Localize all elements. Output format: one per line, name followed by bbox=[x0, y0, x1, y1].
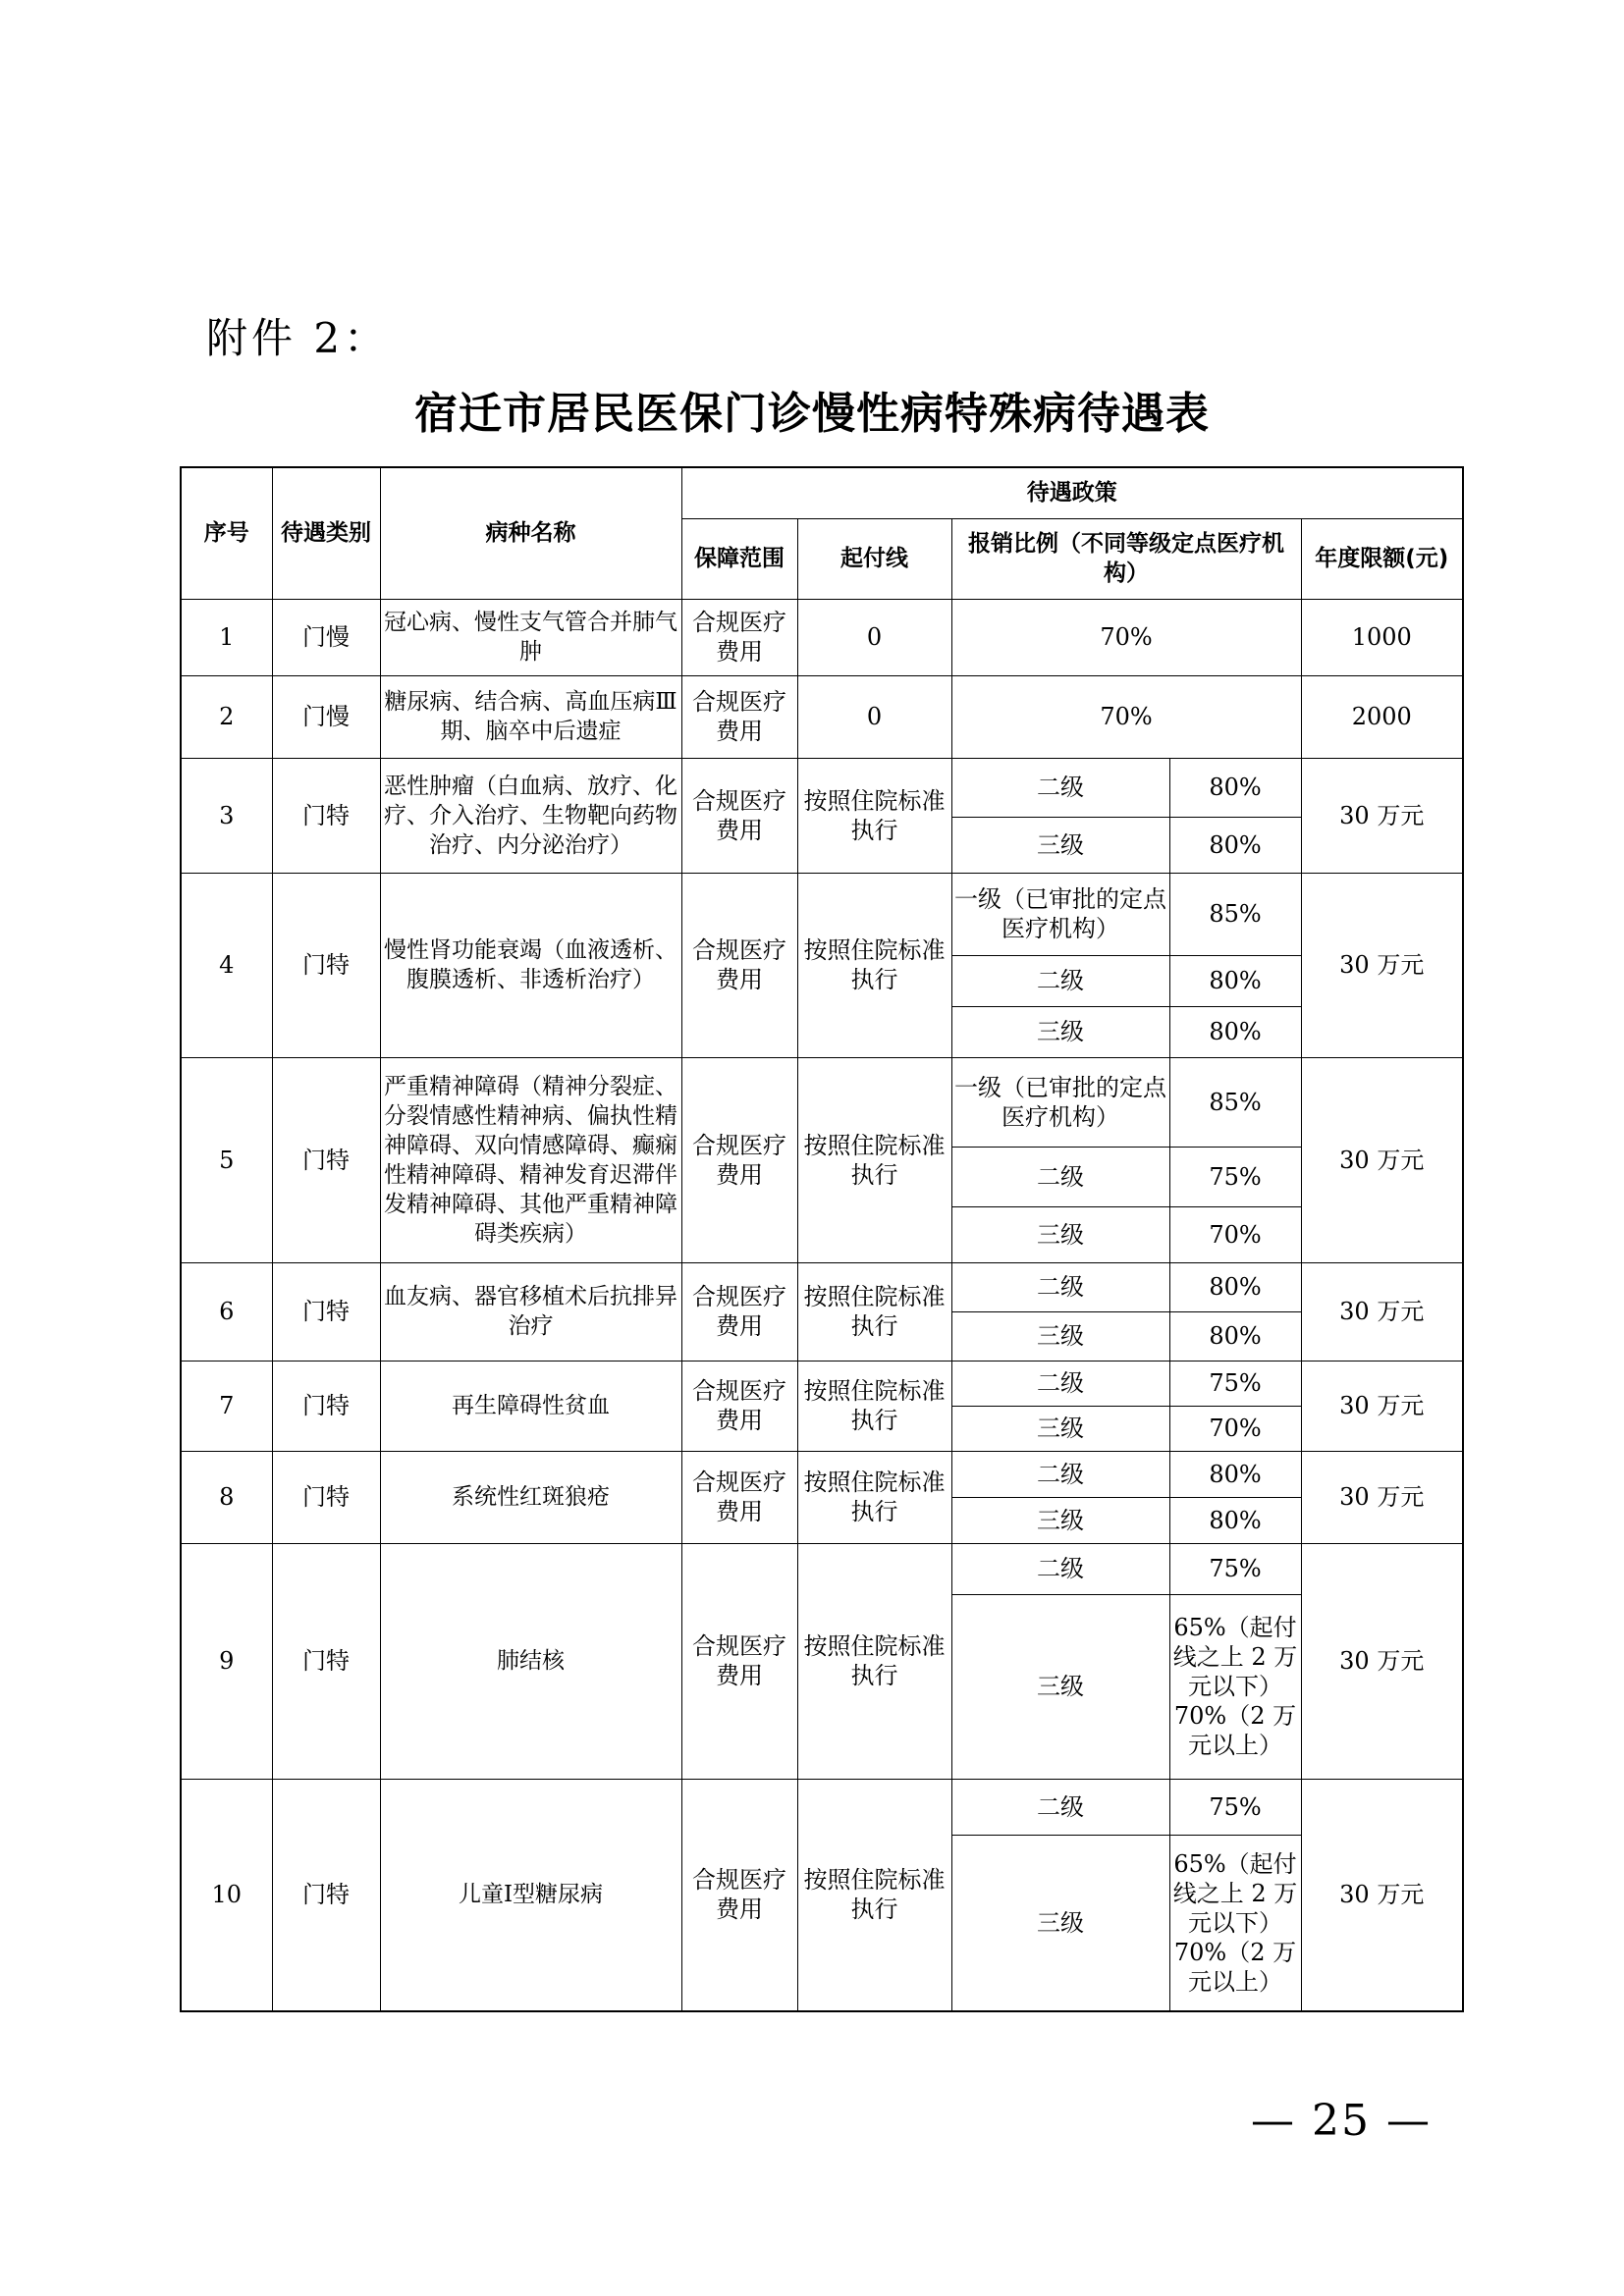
cell-level-ratio: 80% bbox=[1169, 817, 1301, 873]
cell-seq: 4 bbox=[181, 873, 272, 1057]
cell-level-ratio: 80% bbox=[1169, 955, 1301, 1006]
header-ratio: 报销比例（不同等级定点医疗机构） bbox=[951, 518, 1301, 599]
cell-type: 门特 bbox=[272, 1543, 380, 1779]
cell-limit: 30 万元 bbox=[1301, 1451, 1463, 1543]
table-row bbox=[181, 873, 1463, 955]
cell-disease: 糖尿病、结合病、高血压病Ⅲ期、脑卒中后遗症 bbox=[380, 675, 681, 758]
cell-disease: 慢性肾功能衰竭（血液透析、腹膜透析、非透析治疗） bbox=[380, 873, 681, 1057]
cell-scope: 合规医疗费用 bbox=[681, 758, 797, 873]
cell-limit: 30 万元 bbox=[1301, 1543, 1463, 1779]
cell-type: 门特 bbox=[272, 1779, 380, 2011]
cell-deductible: 按照住院标准执行 bbox=[797, 1361, 951, 1451]
cell-type: 门特 bbox=[272, 873, 380, 1057]
cell-level: 三级 bbox=[951, 1311, 1169, 1361]
cell-level-ratio: 75% bbox=[1169, 1543, 1301, 1594]
cell-level: 二级 bbox=[951, 1147, 1169, 1206]
document-title: 宿迁市居民医保门诊慢性病特殊病待遇表 bbox=[414, 389, 1210, 439]
table-row bbox=[181, 1361, 1463, 1406]
cell-level-ratio: 75% bbox=[1169, 1147, 1301, 1206]
cell-level-ratio: 65%（起付线之上 2 万元以下）70%（2 万元以上） bbox=[1169, 1835, 1301, 2011]
cell-seq: 8 bbox=[181, 1451, 272, 1543]
cell-disease: 肺结核 bbox=[380, 1543, 681, 1779]
table-row bbox=[181, 1057, 1463, 1147]
cell-level: 三级 bbox=[951, 1594, 1169, 1779]
cell-level: 二级 bbox=[951, 955, 1169, 1006]
cell-seq: 1 bbox=[181, 599, 272, 675]
cell-limit: 30 万元 bbox=[1301, 758, 1463, 873]
cell-scope: 合规医疗费用 bbox=[681, 1543, 797, 1779]
cell-deductible: 按照住院标准执行 bbox=[797, 1262, 951, 1361]
cell-level-ratio: 80% bbox=[1169, 758, 1301, 817]
cell-type: 门慢 bbox=[272, 675, 380, 758]
cell-scope: 合规医疗费用 bbox=[681, 1262, 797, 1361]
table-row bbox=[181, 1543, 1463, 1594]
cell-deductible: 按照住院标准执行 bbox=[797, 1057, 951, 1262]
cell-seq: 9 bbox=[181, 1543, 272, 1779]
cell-level: 一级（已审批的定点医疗机构） bbox=[951, 873, 1169, 955]
cell-level: 三级 bbox=[951, 1835, 1169, 2011]
cell-level: 二级 bbox=[951, 1779, 1169, 1835]
cell-scope: 合规医疗费用 bbox=[681, 599, 797, 675]
cell-type: 门特 bbox=[272, 1057, 380, 1262]
cell-disease: 恶性肿瘤（白血病、放疗、化疗、介入治疗、生物靶向药物治疗、内分泌治疗） bbox=[380, 758, 681, 873]
cell-level: 二级 bbox=[951, 758, 1169, 817]
cell-level-ratio: 70% bbox=[1169, 1206, 1301, 1262]
cell-disease: 冠心病、慢性支气管合并肺气肿 bbox=[380, 599, 681, 675]
cell-level-ratio: 80% bbox=[1169, 1262, 1301, 1311]
cell-level-ratio: 75% bbox=[1169, 1779, 1301, 1835]
cell-limit: 30 万元 bbox=[1301, 873, 1463, 1057]
treatment-table bbox=[180, 466, 1464, 2012]
cell-scope: 合规医疗费用 bbox=[681, 675, 797, 758]
table-row bbox=[181, 1262, 1463, 1311]
cell-level-ratio: 65%（起付线之上 2 万元以下）70%（2 万元以上） bbox=[1169, 1594, 1301, 1779]
cell-level: 二级 bbox=[951, 1361, 1169, 1406]
cell-scope: 合规医疗费用 bbox=[681, 1057, 797, 1262]
cell-scope: 合规医疗费用 bbox=[681, 1361, 797, 1451]
cell-disease: 严重精神障碍（精神分裂症、分裂情感性精神病、偏执性精神障碍、双向情感障碍、癫痫性精神障碍、精神发育迟滞伴发精神障碍、其他严重精神障碍类疾病） bbox=[380, 1057, 681, 1262]
cell-type: 门特 bbox=[272, 1262, 380, 1361]
cell-scope: 合规医疗费用 bbox=[681, 1451, 797, 1543]
header-type: 待遇类别 bbox=[272, 467, 380, 599]
table-row bbox=[181, 599, 1463, 675]
cell-level-ratio: 80% bbox=[1169, 1497, 1301, 1543]
cell-limit: 30 万元 bbox=[1301, 1262, 1463, 1361]
cell-level: 二级 bbox=[951, 1543, 1169, 1594]
cell-seq: 2 bbox=[181, 675, 272, 758]
header-seq: 序号 bbox=[181, 467, 272, 599]
cell-seq: 7 bbox=[181, 1361, 272, 1451]
cell-seq: 6 bbox=[181, 1262, 272, 1361]
cell-limit: 30 万元 bbox=[1301, 1057, 1463, 1262]
table-row bbox=[181, 1451, 1463, 1497]
cell-ratio: 70% bbox=[951, 675, 1301, 758]
cell-limit: 30 万元 bbox=[1301, 1779, 1463, 2011]
cell-level: 三级 bbox=[951, 1406, 1169, 1451]
cell-scope: 合规医疗费用 bbox=[681, 873, 797, 1057]
header-policy: 待遇政策 bbox=[681, 467, 1463, 518]
cell-deductible: 0 bbox=[797, 599, 951, 675]
cell-deductible: 按照住院标准执行 bbox=[797, 758, 951, 873]
cell-disease: 血友病、器官移植术后抗排异治疗 bbox=[380, 1262, 681, 1361]
cell-level: 二级 bbox=[951, 1451, 1169, 1497]
cell-type: 门慢 bbox=[272, 599, 380, 675]
cell-type: 门特 bbox=[272, 1451, 380, 1543]
cell-level: 二级 bbox=[951, 1262, 1169, 1311]
cell-limit: 1000 bbox=[1301, 599, 1463, 675]
cell-deductible: 0 bbox=[797, 675, 951, 758]
attachment-label: 附件 2： bbox=[206, 314, 390, 362]
cell-level-ratio: 85% bbox=[1169, 1057, 1301, 1147]
cell-type: 门特 bbox=[272, 758, 380, 873]
cell-level: 三级 bbox=[951, 1006, 1169, 1057]
cell-seq: 10 bbox=[181, 1779, 272, 2011]
cell-level-ratio: 85% bbox=[1169, 873, 1301, 955]
cell-disease: 儿童Ⅰ型糖尿病 bbox=[380, 1779, 681, 2011]
cell-deductible: 按照住院标准执行 bbox=[797, 873, 951, 1057]
cell-level: 三级 bbox=[951, 817, 1169, 873]
cell-type: 门特 bbox=[272, 1361, 380, 1451]
cell-deductible: 按照住院标准执行 bbox=[797, 1779, 951, 2011]
cell-level-ratio: 75% bbox=[1169, 1361, 1301, 1406]
cell-level-ratio: 80% bbox=[1169, 1451, 1301, 1497]
cell-seq: 3 bbox=[181, 758, 272, 873]
cell-level: 一级（已审批的定点医疗机构） bbox=[951, 1057, 1169, 1147]
cell-level-ratio: 80% bbox=[1169, 1311, 1301, 1361]
cell-scope: 合规医疗费用 bbox=[681, 1779, 797, 2011]
cell-disease: 再生障碍性贫血 bbox=[380, 1361, 681, 1451]
cell-level: 三级 bbox=[951, 1497, 1169, 1543]
header-deductible: 起付线 bbox=[797, 518, 951, 599]
cell-ratio: 70% bbox=[951, 599, 1301, 675]
cell-level-ratio: 70% bbox=[1169, 1406, 1301, 1451]
cell-deductible: 按照住院标准执行 bbox=[797, 1451, 951, 1543]
cell-level-ratio: 80% bbox=[1169, 1006, 1301, 1057]
cell-level: 三级 bbox=[951, 1206, 1169, 1262]
cell-limit: 30 万元 bbox=[1301, 1361, 1463, 1451]
page-number: — 25 — bbox=[1251, 2096, 1432, 2146]
header-scope: 保障范围 bbox=[681, 518, 797, 599]
header-limit: 年度限额(元) bbox=[1301, 518, 1463, 599]
table-row bbox=[181, 1779, 1463, 1835]
header-disease: 病种名称 bbox=[380, 467, 681, 599]
table-row bbox=[181, 758, 1463, 817]
cell-limit: 2000 bbox=[1301, 675, 1463, 758]
cell-seq: 5 bbox=[181, 1057, 272, 1262]
cell-disease: 系统性红斑狼疮 bbox=[380, 1451, 681, 1543]
table-row bbox=[181, 675, 1463, 758]
cell-deductible: 按照住院标准执行 bbox=[797, 1543, 951, 1779]
